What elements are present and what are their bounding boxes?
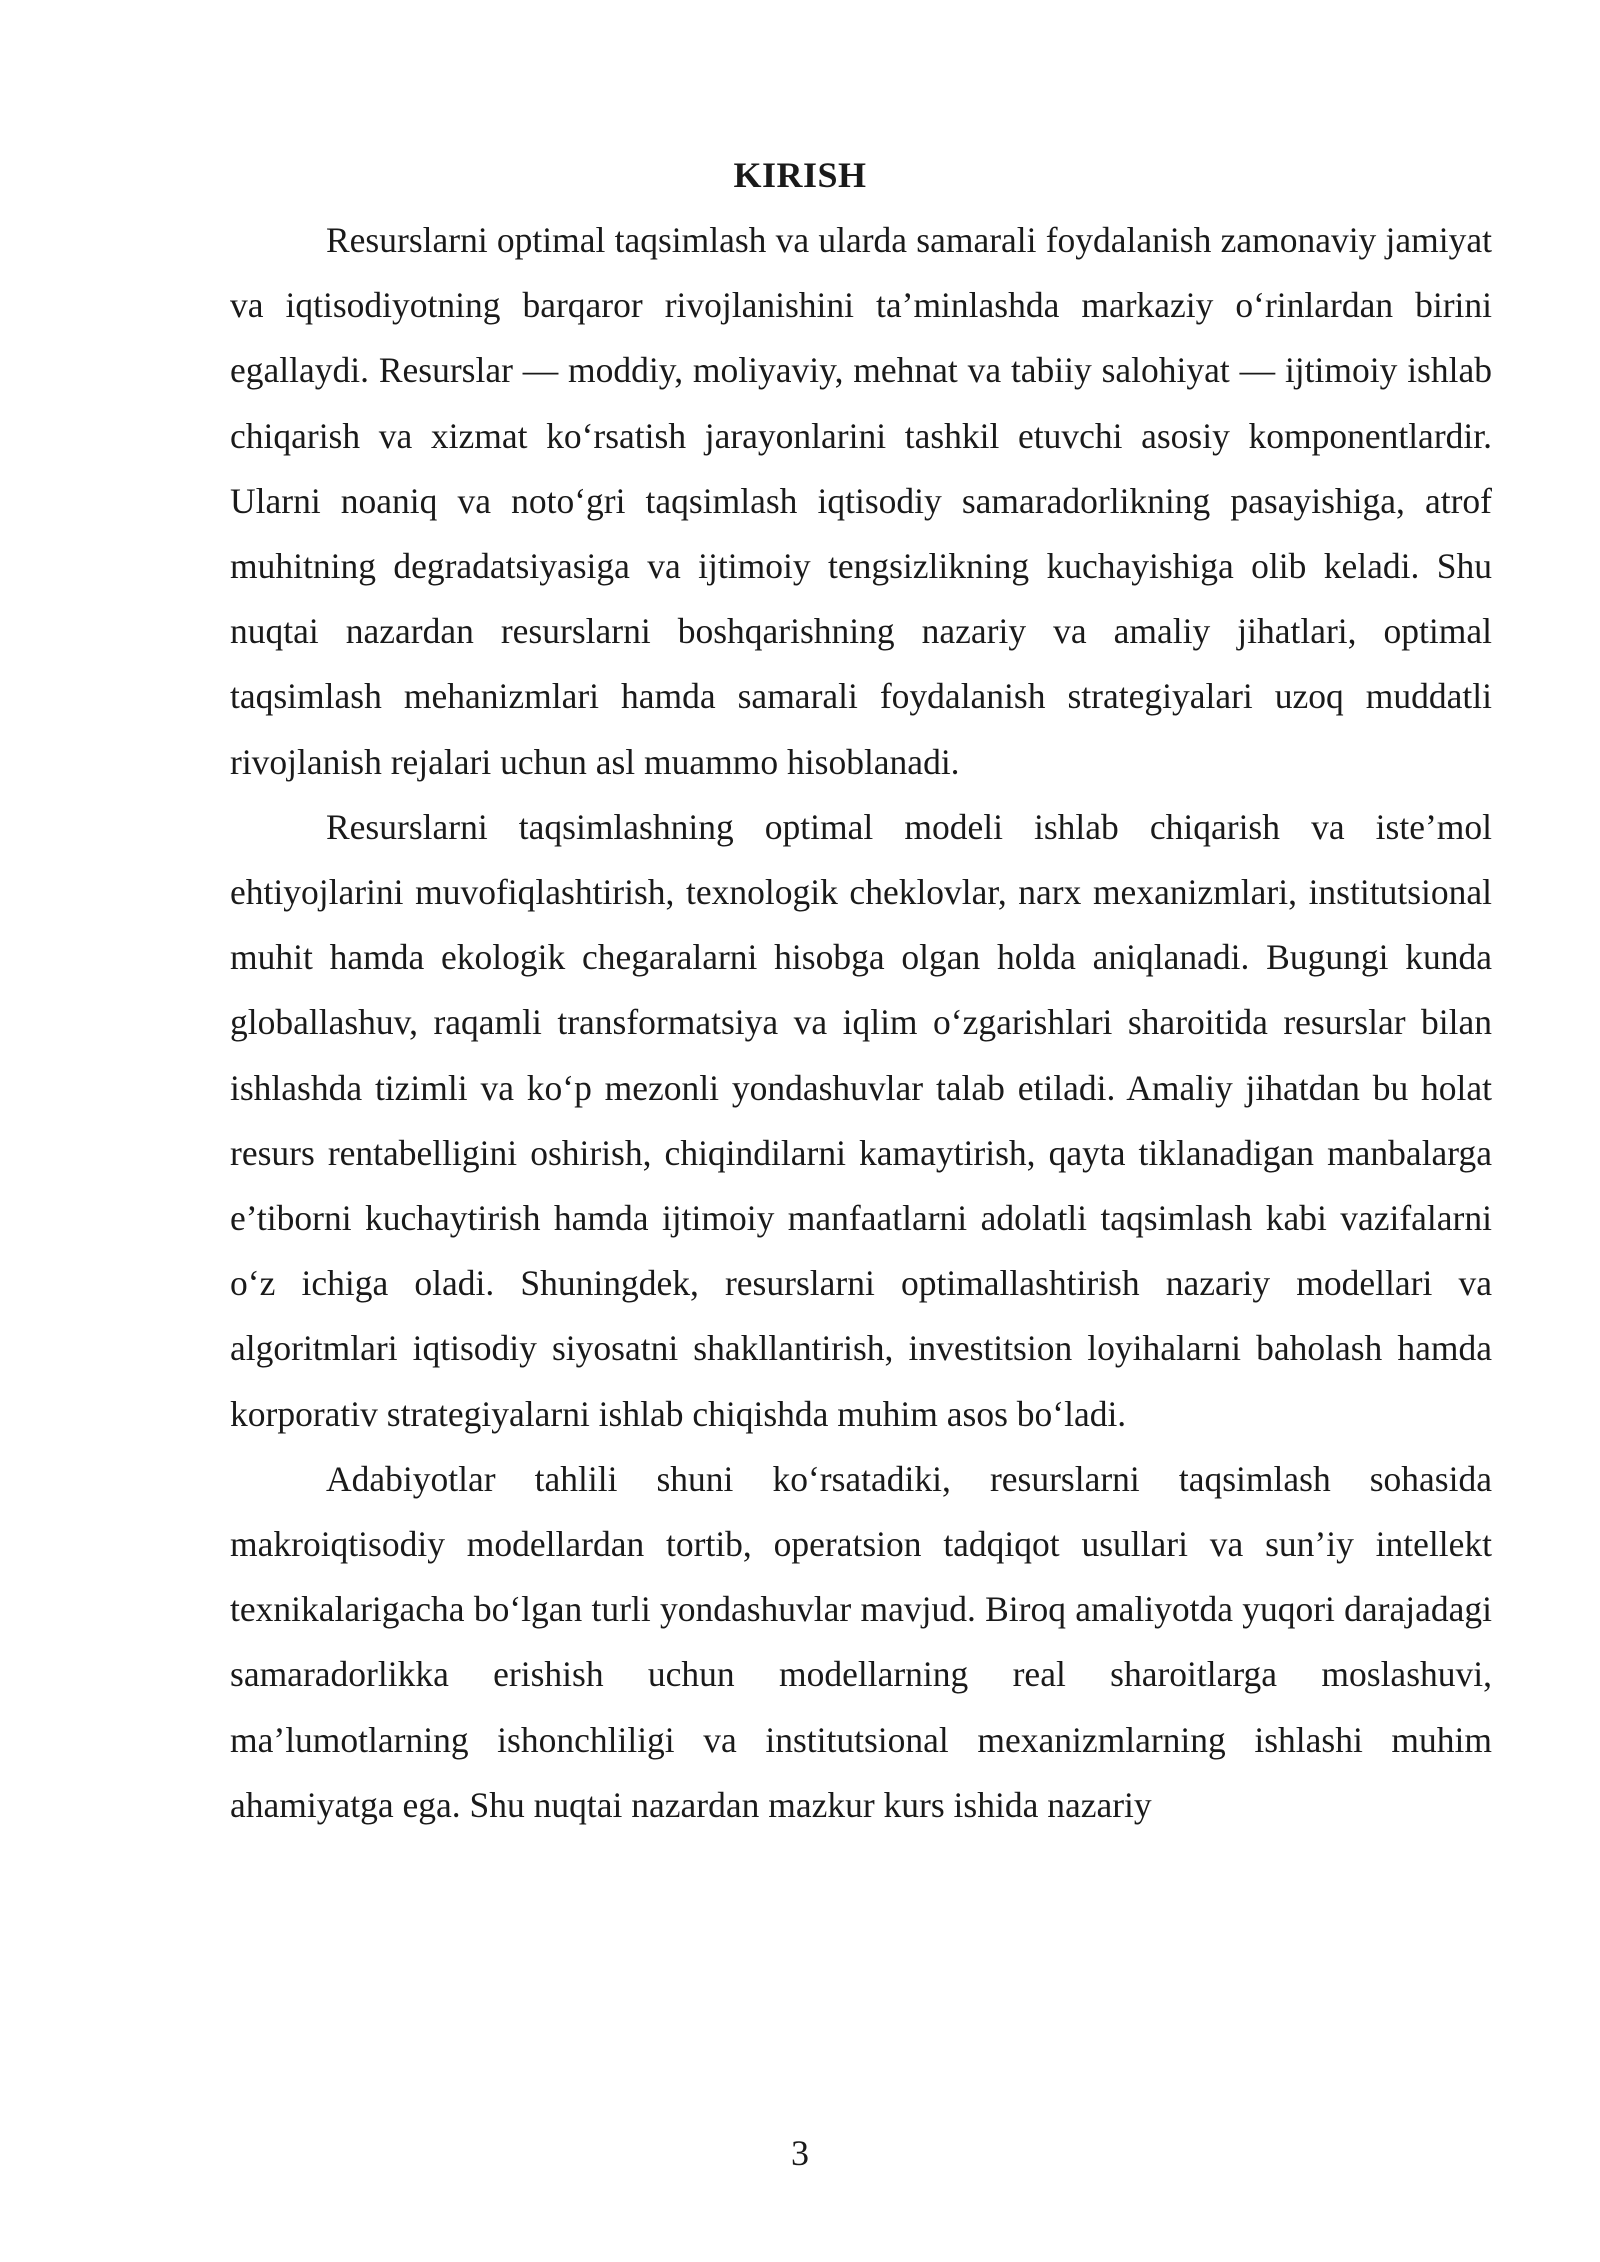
page-number: 3 [791, 2133, 809, 2173]
page-title: KIRISH [733, 155, 867, 195]
paragraph-2: Resurslarni taqsimlashning optimal modeli ishlab chiqarish va iste’mol ehtiyojlarini muvofiqlashtirish, texnologik cheklovlar, narx mexanizmlari, institutsional muhit hamda ekologik chegaralarni hisobga olgan holda aniqlanadi. Bugungi kunda globallashuv, raqamli transformatsiya va iqlim o‘zgarishlari sharoitida resurslar bilan ishlashda tizimli va ko‘p mezonli yondashuvlar talab etiladi. Amaliy jihatdan bu holat resurs rentabelligini oshirish, chiqindilarni kamaytirish, qayta tiklanadigan manbalarga e’tiborni kuchaytirish hamda ijtimoiy manfaatlarni adolatli taqsimlash kabi vazifalarni o‘z ichiga oladi. Shuningdek, resurslarni optimallashtirish nazariy modellari va algoritmlari iqtisodiy siyosatni shakllantirish, investitsion loyihalarni baholash hamda korporativ strategiyalarni ishlab chiqishda muhim asos bo‘ladi. [230, 806, 1492, 1434]
paragraph-1: Resurslarni optimal taqsimlash va ularda samarali foydalanish zamonaviy jamiyat va iqtisodiyotning barqaror rivojlanishini ta’minlashda markaziy o‘rinlardan birini egallaydi. Resurslar — moddiy, moliyaviy, mehnat va tabiiy salohiyat — ijtimoiy ishlab chiqarish va xizmat ko‘rsatish jarayonlarini tashkil etuvchi asosiy komponentlardir. Ularni noaniq va noto‘gri taqsimlash iqtisodiy samaradorlikning pasayishiga, atrof muhitning degradatsiyasiga va ijtimoiy tengsizlikning kuchayishiga olib keladi. Shu nuqtai nazardan resurslarni boshqarishning nazariy va amaliy jihatlari, optimal taqsimlash mehanizmlari hamda samarali foydalanish strategiyalari uzoq muddatli rivojlanish rejalari uchun asl muammo hisoblanadi. [230, 220, 1492, 782]
paragraph-3: Adabiyotlar tahlili shuni ko‘rsatadiki, resurslarni taqsimlash sohasida makroiqtisodiy modellardan tortib, operatsion tadqiqot usullari va sun’iy intellekt texnikalarigacha bo‘lgan turli yondashuvlar mavjud. Biroq amaliyotda yuqori darajadagi samaradorlikka erishish uchun modellarning real sharoitlarga moslashuvi, ma’lumotlarning ishonchliligi va institutsional mexanizmlarning ishlashi muhim ahamiyatga ega. Shu nuqtai nazardan mazkur kurs ishida nazariy [230, 1458, 1492, 1825]
body-text [230, 208, 1492, 1838]
